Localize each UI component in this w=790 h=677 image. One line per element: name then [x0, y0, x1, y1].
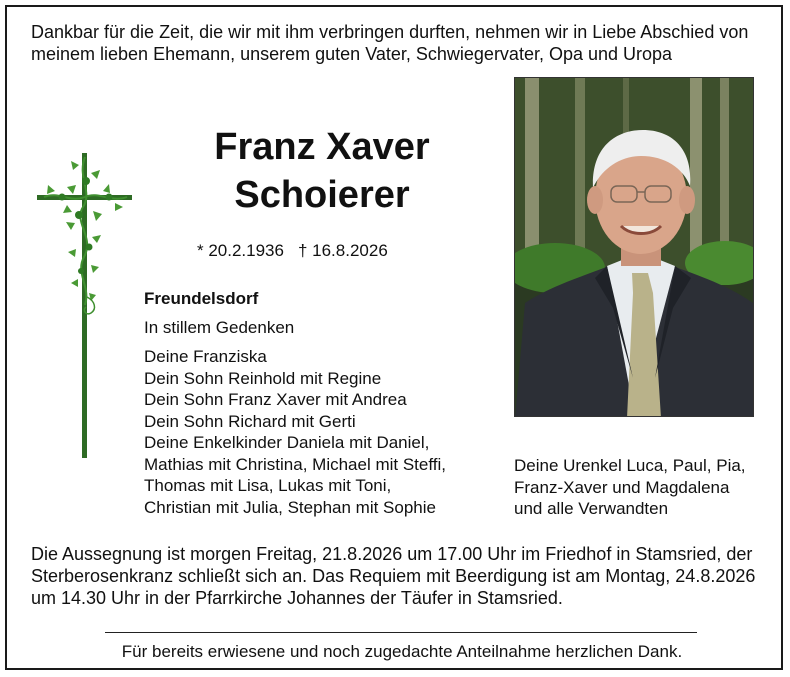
- memory-line: In stillem Gedenken: [144, 318, 295, 337]
- family-line: Dein Sohn Franz Xaver mit Andrea: [144, 390, 407, 409]
- family-line: Thomas mit Lisa, Lukas mit Toni,: [144, 476, 392, 495]
- family-list: [144, 346, 494, 518]
- great-grandchildren-line: und alle Verwandten: [514, 499, 669, 518]
- family-line: Dein Sohn Richard mit Gerti: [144, 411, 356, 431]
- portrait-photo: [514, 77, 754, 417]
- service-details: Die Aussegnung ist morgen Freitag, 21.8.2026 um 17.00 Uhr im Friedhof in Stamsried, der Sterberosenkranz schließt sich an. Das Requiem mit Beerdigung ist am Montag, 24.8.2026 um 14.30 Uhr in der Pfarrkirche Johannes der Täufer in Stamsried.: [31, 544, 756, 608]
- obituary-card: [5, 5, 783, 670]
- family-line: Dein Sohn Reinhold mit Regine: [144, 368, 382, 388]
- divider: [105, 632, 697, 633]
- deceased-second-line: Schoierer: [234, 174, 410, 216]
- death-date: † 16.8.2026: [297, 241, 388, 260]
- family-line: Mathias mit Christina, Michael mit Steffi,: [144, 454, 446, 474]
- great-grandchildren-line: Deine Urenkel Luca, Paul, Pia,: [514, 456, 746, 475]
- ivy-cross-icon: [29, 147, 139, 467]
- great-grandchildren-line: Franz-Xaver und Magdalena: [514, 477, 730, 497]
- birth-date: * 20.2.1936: [197, 241, 284, 260]
- intro-text: Dankbar für die Zeit, die wir mit ihm verbringen durften, nehmen wir in Liebe Abschied von meinem lieben Ehemann, unserem guten Vater, Schwiegervater, Opa und Uropa: [31, 22, 749, 64]
- deceased-first-line: Franz Xaver: [214, 126, 430, 168]
- life-dates: [197, 241, 388, 261]
- great-grandchildren-list: [514, 455, 784, 520]
- place-name: Freundelsdorf: [144, 289, 259, 308]
- thanks-line: Für bereits erwiesene und noch zugedachte Anteilnahme herzlichen Dank.: [121, 642, 683, 661]
- family-line: Christian mit Julia, Stephan mit Sophie: [144, 497, 436, 517]
- family-line: Deine Franziska: [144, 347, 267, 366]
- deceased-name: [147, 123, 497, 219]
- family-line: Deine Enkelkinder Daniela mit Daniel,: [144, 433, 430, 452]
